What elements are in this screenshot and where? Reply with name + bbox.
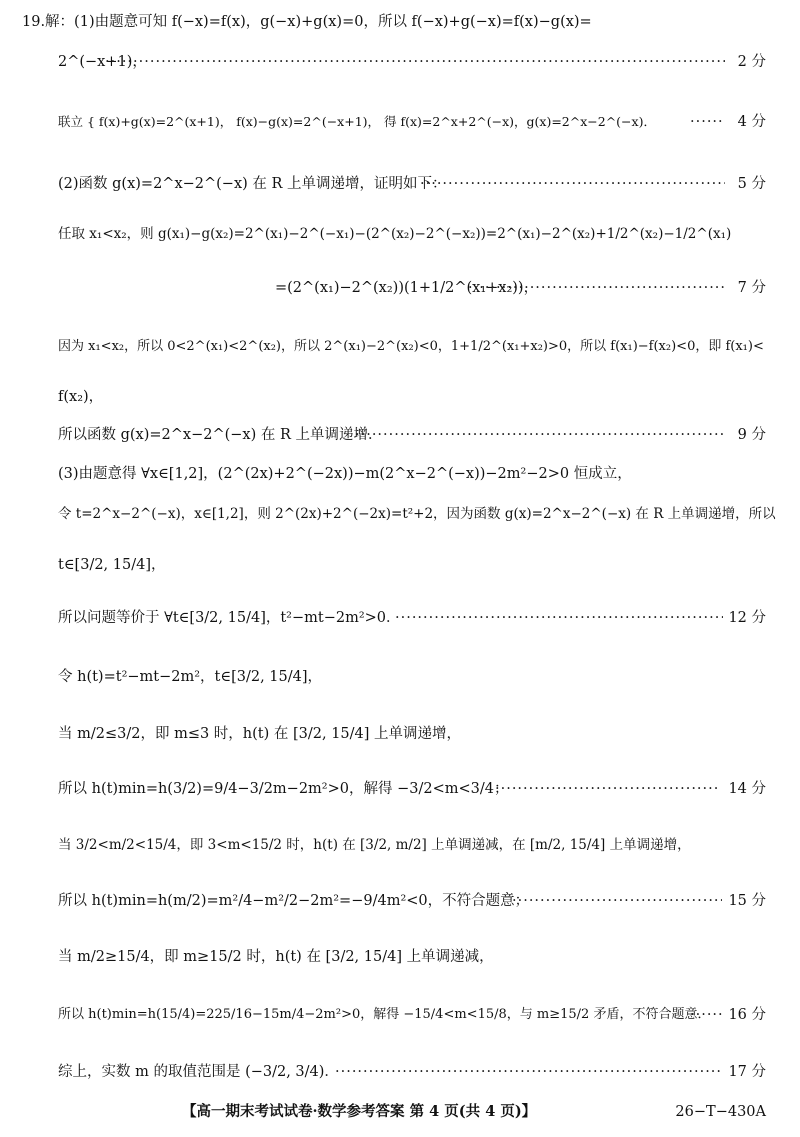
line-text: (3)由题意得 ∀x∈[1,2]，(2^(2x)+2^(−2x))−m(2^x−2^(−x))−2m²−2>0 恒成立， xyxy=(58,466,632,482)
line-text: 任取 x₁<x₂，则 g(x₁)−g(x₂)=2^(x₁)−2^(−x₁)−(2^(x₂)−2^(−x₂))=2^(x₁)−2^(x₂)+1/2^(x₂)−1/2^(x₁) xyxy=(58,226,732,242)
line-text: 19.解：(1)由题意可知 f(−x)=f(x)，g(−x)+g(x)=0，所以 f(−x)+g(−x)=f(x)−g(x)= xyxy=(22,14,592,30)
line-text: =(2^(x₁)−2^(x₂))(1+1/2^(x₁+x₂))， xyxy=(275,280,539,296)
line-text: 联立 { f(x)+g(x)=2^(x+1)， f(x)−g(x)=2^(−x+1)， 得 f(x)=2^x+2^(−x)，g(x)=2^x−2^(−x)． xyxy=(58,114,656,129)
solution-line xyxy=(0,665,800,689)
solution-line xyxy=(0,462,800,486)
footer-code: 26−T−430A xyxy=(675,1104,766,1120)
solution-line xyxy=(0,945,800,969)
score-label: 14 分 xyxy=(728,781,766,797)
solution-line xyxy=(0,889,800,913)
score-label: 12 分 xyxy=(728,610,766,626)
solution-line xyxy=(0,222,800,246)
score-leader xyxy=(690,1003,725,1027)
line-text: f(x₂)， xyxy=(58,389,104,405)
score-leader xyxy=(395,606,723,630)
solution-line xyxy=(0,606,800,630)
line-text: 所以问题等价于 ∀t∈[3/2, 15/4]，t²−mt−2m²>0． xyxy=(58,610,401,626)
line-text: 令 t=2^x−2^(−x)，x∈[1,2]，则 2^(2x)+2^(−2x)=t²+2，因为函数 g(x)=2^x−2^(−x) 在 R 上单调递增，所以 xyxy=(58,506,776,522)
score-leader xyxy=(690,110,725,134)
solution-line xyxy=(0,385,800,409)
solution-line xyxy=(0,553,800,577)
line-text: 综上，实数 m 的取值范围是 (−3/2, 3/4)． xyxy=(58,1064,339,1080)
line-text: 2^(−x+1)， xyxy=(58,54,147,70)
line-text: 令 h(t)=t²−mt−2m²，t∈[3/2, 15/4]， xyxy=(58,669,323,685)
solution-line xyxy=(0,335,800,359)
solution-line xyxy=(0,722,800,746)
solution-line xyxy=(0,1003,800,1027)
line-text: (2)函数 g(x)=2^x−2^(−x) 在 R 上单调递增，证明如下： xyxy=(58,176,447,192)
solution-line xyxy=(0,172,800,196)
line-text: 当 m/2≥15/4，即 m≥15/2 时，h(t) 在 [3/2, 15/4] 上单调递减， xyxy=(58,949,494,965)
score-leader xyxy=(420,172,725,196)
solution-line xyxy=(0,110,800,134)
solution-line xyxy=(0,10,800,34)
line-text: 所以 h(t)min=h(3/2)=9/4−3/2m−2m²>0，解得 −3/2<m<3/4； xyxy=(58,781,509,797)
score-leader xyxy=(355,423,725,447)
score-leader xyxy=(468,276,725,300)
score-leader xyxy=(105,50,725,74)
line-text: 所以函数 g(x)=2^x−2^(−x) 在 R 上单调递增． xyxy=(58,427,383,443)
line-text: 所以 h(t)min=h(m/2)=m²/4−m²/2−2m²=−9/4m²<0，不符合题意； xyxy=(58,893,530,909)
score-label: 2 分 xyxy=(737,54,766,70)
score-leader xyxy=(495,777,720,801)
score-label: 5 分 xyxy=(737,176,766,192)
score-label: 9 分 xyxy=(737,427,766,443)
solution-line xyxy=(0,50,800,74)
solution-line xyxy=(0,833,800,857)
page-footer xyxy=(0,1100,800,1124)
line-text: 所以 h(t)min=h(15/4)=225/16−15m/4−2m²>0，解得 −15/4<m<15/8，与 m≥15/2 矛盾，不符合题意． xyxy=(58,1007,711,1022)
solution-line xyxy=(0,423,800,447)
solution-line xyxy=(0,502,800,526)
solution-line xyxy=(0,777,800,801)
footer-title: 【高一期末考试试卷·数学参考答案 第 4 页(共 4 页)】 xyxy=(182,1103,537,1120)
score-label: 16 分 xyxy=(728,1007,766,1023)
solution-line xyxy=(0,1060,800,1084)
score-leader xyxy=(335,1060,723,1084)
score-label: 4 分 xyxy=(737,114,766,130)
score-leader xyxy=(512,889,722,913)
line-text: 因为 x₁<x₂，所以 0<2^(x₁)<2^(x₂)，所以 2^(x₁)−2^(x₂)<0，1+1/2^(x₁+x₂)>0，所以 f(x₁)−f(x₂)<0，即 f(x₁)< xyxy=(58,339,764,354)
score-label: 17 分 xyxy=(728,1064,766,1080)
score-label: 15 分 xyxy=(728,893,766,909)
solution-line xyxy=(0,276,800,300)
score-label: 7 分 xyxy=(737,280,766,296)
line-text: t∈[3/2, 15/4]， xyxy=(58,557,166,573)
line-text: 当 m/2≤3/2，即 m≤3 时，h(t) 在 [3/2, 15/4] 上单调递增， xyxy=(58,726,462,742)
line-text: 当 3/2<m/2<15/4，即 3<m<15/2 时，h(t) 在 [3/2, m/2] 上单调递减，在 [m/2, 15/4] 上单调递增， xyxy=(58,837,691,853)
